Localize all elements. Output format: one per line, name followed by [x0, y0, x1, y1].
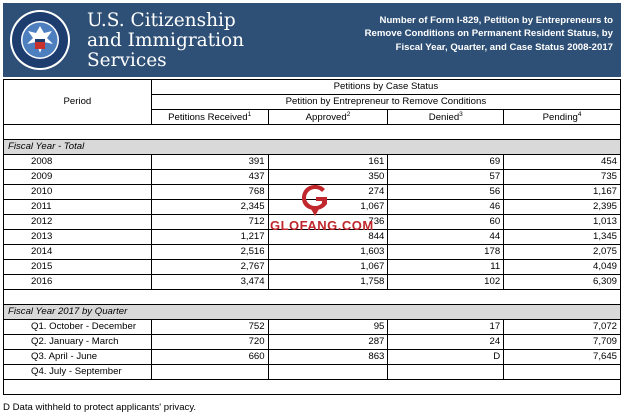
row-period: 2008	[4, 155, 152, 170]
cell-received: 437	[151, 170, 268, 185]
table-row	[4, 365, 621, 380]
cell-received: 768	[151, 185, 268, 200]
cell-denied: 11	[388, 260, 504, 275]
cell-pending: 2,395	[504, 200, 621, 215]
column-header-denied: Denied$^3$	[388, 110, 504, 125]
cell-pending: 1,167	[504, 185, 621, 200]
agency-name	[87, 11, 244, 71]
table-row	[4, 275, 621, 290]
cell-approved: 274	[268, 185, 388, 200]
cell-received	[151, 365, 268, 380]
row-period: 2011	[4, 200, 152, 215]
cell-denied	[388, 365, 504, 380]
cell-approved: 287	[268, 335, 388, 350]
row-period: Q1. October - December	[4, 320, 152, 335]
section-quarter-rows	[4, 320, 621, 380]
watermark-text: GLOFANG.COM	[270, 218, 374, 233]
cell-pending: 4,049	[504, 260, 621, 275]
cell-denied: 46	[388, 200, 504, 215]
table-row	[4, 350, 621, 365]
cell-pending: 1,345	[504, 230, 621, 245]
table-row	[4, 155, 621, 170]
group-header: Petitions by Case Status	[151, 80, 620, 95]
cell-approved	[268, 365, 388, 380]
spacer-row	[4, 125, 621, 140]
cell-approved: 95	[268, 320, 388, 335]
cell-approved: 350	[268, 170, 388, 185]
cell-received: 2,345	[151, 200, 268, 215]
cell-received: 712	[151, 215, 268, 230]
agency-header	[3, 3, 621, 77]
cell-pending: 1,013	[504, 215, 621, 230]
table-bottom-spacer	[4, 380, 621, 395]
subgroup-header: Petition by Entrepreneur to Remove Conditions	[151, 95, 620, 110]
table-row	[4, 260, 621, 275]
table-row	[4, 245, 621, 260]
cell-denied: 60	[388, 215, 504, 230]
column-header-pending: Pending$^4$	[504, 110, 621, 125]
cell-approved: 1,067	[268, 260, 388, 275]
cell-pending	[504, 365, 621, 380]
row-period: 2014	[4, 245, 152, 260]
row-period: 2015	[4, 260, 152, 275]
row-period: Q2. January - March	[4, 335, 152, 350]
cell-pending: 735	[504, 170, 621, 185]
cell-pending: 7,645	[504, 350, 621, 365]
cell-received: 1,217	[151, 230, 268, 245]
row-period: Q3. April - June	[4, 350, 152, 365]
cell-pending: 2,075	[504, 245, 621, 260]
row-period: 2013	[4, 230, 152, 245]
cell-pending: 7,709	[504, 335, 621, 350]
spacer-row	[4, 290, 621, 305]
cell-received: 660	[151, 350, 268, 365]
cell-denied: 17	[388, 320, 504, 335]
glofang-logo-icon	[300, 183, 330, 217]
row-period: 2009	[4, 170, 152, 185]
section-heading: Fiscal Year 2017 by Quarter	[4, 305, 621, 320]
agency-line-1: U.S. Citizenship	[87, 10, 236, 31]
cell-denied: 24	[388, 335, 504, 350]
cell-denied: 178	[388, 245, 504, 260]
cell-received: 391	[151, 155, 268, 170]
cell-approved: 1,067	[268, 200, 388, 215]
section-heading: Fiscal Year - Total	[4, 140, 621, 155]
cell-approved: 844	[268, 230, 388, 245]
agency-line-3: Services	[87, 50, 167, 71]
cell-received: 2,767	[151, 260, 268, 275]
dhs-seal-icon	[9, 9, 71, 71]
cell-pending: 7,072	[504, 320, 621, 335]
cell-approved: 863	[268, 350, 388, 365]
period-column-header: Period	[4, 80, 152, 125]
cell-received: 720	[151, 335, 268, 350]
agency-line-2: and Immigration	[87, 30, 245, 51]
row-period: 2010	[4, 185, 152, 200]
cell-received: 3,474	[151, 275, 268, 290]
table-row	[4, 335, 621, 350]
report-title: Number of Form I-829, Petition by Entrepreneurs to Remove Conditions on Permanent Resident Status, by Fiscal Year, Quarter, and Case Status 2008-2017	[364, 15, 613, 53]
cell-received: 2,516	[151, 245, 268, 260]
row-period: Q4. July - September	[4, 365, 152, 380]
cell-denied: 102	[388, 275, 504, 290]
cell-approved: 1,758	[268, 275, 388, 290]
column-header-received: Petitions Received$^1$	[151, 110, 268, 125]
column-header-approved: Approved$^2$	[268, 110, 388, 125]
table-row	[4, 320, 621, 335]
footnote: D Data withheld to protect applicants' privacy.	[3, 402, 197, 413]
cell-approved: 736	[268, 215, 388, 230]
cell-denied: 56	[388, 185, 504, 200]
row-period: 2012	[4, 215, 152, 230]
cell-approved: 1,603	[268, 245, 388, 260]
row-period: 2016	[4, 275, 152, 290]
cell-denied: 44	[388, 230, 504, 245]
cell-approved: 161	[268, 155, 388, 170]
cell-pending: 454	[504, 155, 621, 170]
cell-denied: D	[388, 350, 504, 365]
cell-pending: 6,309	[504, 275, 621, 290]
cell-received: 752	[151, 320, 268, 335]
cell-denied: 57	[388, 170, 504, 185]
cell-denied: 69	[388, 155, 504, 170]
